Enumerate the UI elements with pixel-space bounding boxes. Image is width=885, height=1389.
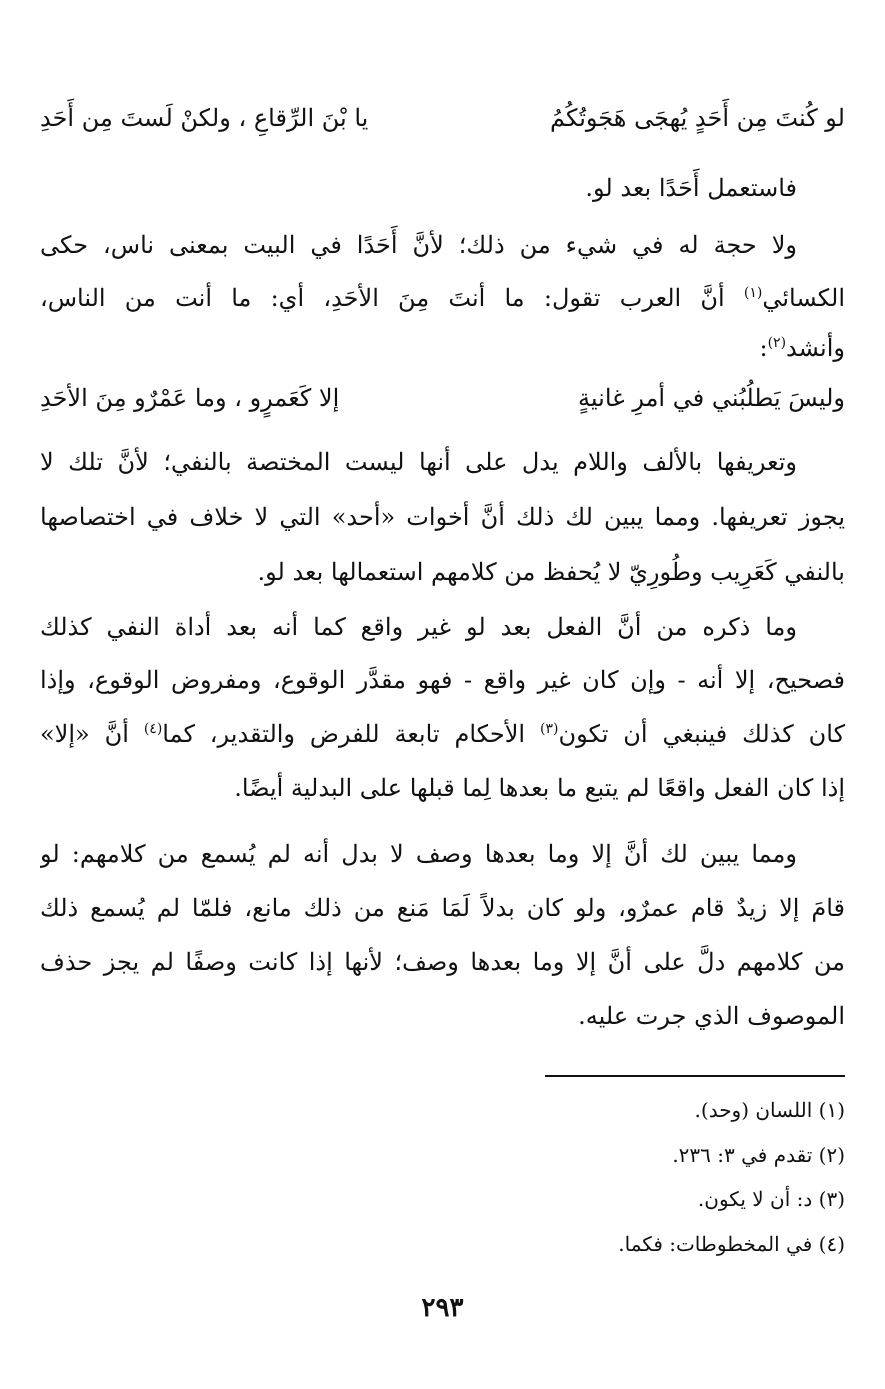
paragraph-3-line-3: بالنفي كَعَرِيب وطُورِيّ لا يُحفظ من كلامهم استعمالها بعد لو.	[257, 558, 845, 586]
paragraph-2-line-3	[40, 328, 845, 368]
verse-line-1	[40, 98, 845, 138]
paragraph-4-line-3	[40, 714, 845, 754]
paragraph-4-line-1: وما ذكره من أنَّ الفعل بعد لو غير واقع كما أنه بعد أداة النفي كذلك	[40, 613, 797, 641]
paragraph-4-line-3-text-c: أنَّ «إلا»	[40, 720, 144, 748]
paragraph-2-line-2	[40, 278, 845, 318]
paragraph-1-line-1: فاستعمل أَحَدًا بعد لو.	[585, 174, 797, 202]
paragraph-2-line-1: ولا حجة له في شيء من ذلك؛ لأنَّ أَحَدًا في البيت بمعنى ناس، حكى	[40, 231, 798, 259]
paragraph-3-line-1: وتعريفها بالألف واللام يدل على أنها ليست المختصة بالنفي؛ لأنَّ تلك لا	[40, 448, 797, 476]
paragraph-2-line-3-text-a: وأنشد	[786, 334, 845, 362]
footnote-ref-2: (٢)	[767, 335, 787, 351]
footnote-ref-3: (٣)	[539, 721, 559, 737]
verse-2-second-hemistich: إلا كَعَمرٍو ، وما عَمْرٌو مِنَ الأحَدِ	[40, 384, 340, 412]
paragraph-5-line-3: من كلامهم دلَّ على أنَّ إلا وما بعدها وصف؛ لأنها إذا كانت وصفًا لم يجز حذف	[40, 948, 845, 976]
verse-1-first-hemistich: لو كُنتَ مِن أَحَدٍ يُهجَى هَجَوتُكُمُ	[549, 104, 845, 132]
document-page	[40, 0, 845, 1389]
footnote-1: (١) اللسان (وحد).	[694, 1098, 845, 1122]
paragraph-2-line-3-text-b: :	[759, 334, 768, 362]
footnote-separator	[545, 1075, 845, 1077]
paragraph-4-line-2: فصحيح، إلا أنه - وإن كان غير واقع - فهو مقدَّر الوقوع، ومفروض الوقوع، وإذا	[40, 666, 845, 694]
paragraph-4-line-3-text-a: كان كذلك فينبغي أن تكون	[558, 720, 845, 748]
verse-1-second-hemistich: يا بْنَ الرِّقاعِ ، ولكنْ لَستَ مِن أَحَدِ	[40, 104, 369, 132]
paragraph-5-line-4: الموصوف الذي جرت عليه.	[578, 1002, 845, 1030]
paragraph-2-line-2-text-b: أنَّ العرب تقول: ما أنتَ مِنَ الأحَدِ، أي: ما أنت من الناس،	[40, 284, 744, 312]
paragraph-4-line-3-text-b: الأحكام تابعة للفرض والتقدير، كما	[162, 720, 540, 748]
paragraph-5-line-2: قامَ إلا زيدٌ قام عمرٌو، ولو كان بدلاً لَمَا مَنع من ذلك مانع، فلمّا لم يُسمع ذلك	[40, 894, 845, 922]
paragraph-4-line-4: إذا كان الفعل واقعًا لم يتبع ما بعدها لِما قبلها على البدلية أيضًا.	[234, 774, 845, 802]
verse-2-first-hemistich: وليسَ يَطلُبُني في أمرِ غانيةٍ	[578, 384, 845, 412]
footnote-ref-4: (٤)	[143, 721, 163, 737]
page-number: ٢٩٣	[421, 1293, 464, 1323]
footnote-ref-1: (١)	[743, 285, 763, 301]
footnote-3: (٣) د: أن لا يكون.	[697, 1187, 845, 1211]
paragraph-2-line-2-text-a: الكسائي	[762, 284, 845, 312]
footnote-2: (٢) تقدم في ٣: ٢٣٦.	[672, 1143, 845, 1167]
paragraph-3-line-2: يجوز تعريفها. ومما يبين لك ذلك أنَّ أخوات «أحد» التي لا خلاف في اختصاصها	[40, 503, 845, 531]
paragraph-5-line-1: ومما يبين لك أنَّ إلا وما بعدها وصف لا بدل أنه لم يُسمع من كلامهم: لو	[40, 840, 797, 868]
verse-line-2	[40, 378, 845, 418]
footnote-4: (٤) في المخطوطات: فكما.	[618, 1232, 845, 1256]
